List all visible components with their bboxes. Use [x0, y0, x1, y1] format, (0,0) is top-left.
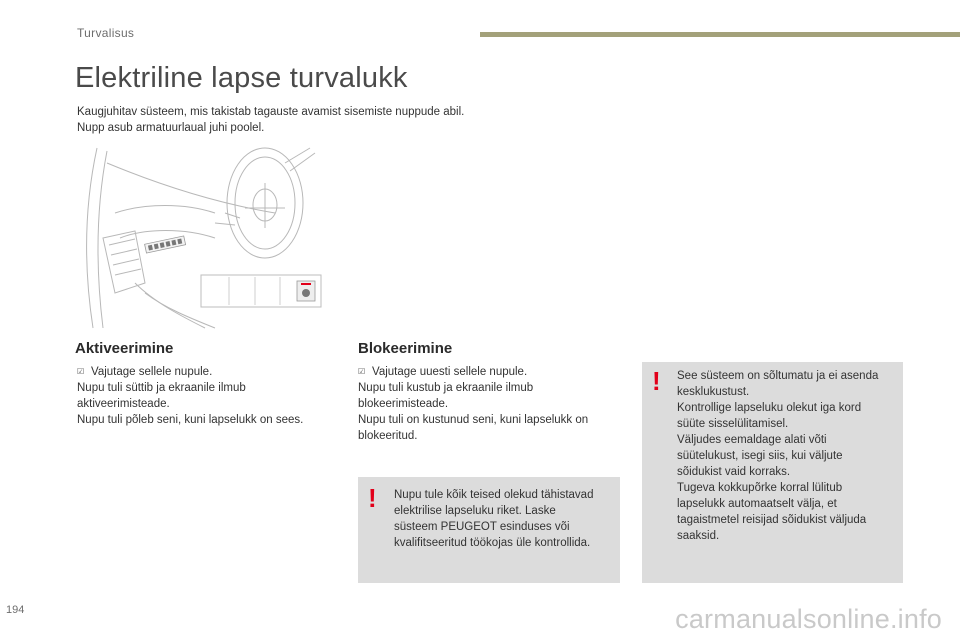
warning-right-line: kesklukustust.	[677, 386, 750, 398]
deactivation-body	[358, 364, 620, 444]
warning-right-line: See süsteem on sõltumatu ja ei asenda	[677, 370, 879, 382]
bullet-icon: ☑	[358, 367, 366, 376]
warning-center-text	[394, 487, 616, 551]
intro-line: Kaugjuhitav süsteem, mis takistab tagauste avamist sisemiste nuppude abil.	[77, 106, 465, 118]
bullet-icon: ☑	[77, 367, 85, 376]
warning-right-line: süüte sisselülitamisel.	[677, 418, 789, 430]
warning-right-line: lapselukk automaatselt välja, et	[677, 498, 837, 510]
deactivation-bullet	[358, 364, 620, 380]
warning-center-line: süsteem PEUGEOT esinduses või	[394, 521, 570, 533]
button-panel-zoom	[201, 275, 321, 307]
warning-center-line: Nupu tule kõik teised olekud tähistavad	[394, 489, 594, 501]
warning-right-line: süütelukust, isegi siis, kui väljute	[677, 450, 843, 462]
deactivation-line: blokeerimisteade.	[358, 398, 449, 410]
warning-exclamation-icon: !	[368, 483, 377, 513]
page-title: Elektriline lapse turvalukk	[75, 62, 408, 94]
warning-center-line: elektrilise lapseluku riket. Laske	[394, 505, 556, 517]
deactivation-line: Nupu tuli on kustunud seni, kuni lapselukk on	[358, 414, 589, 426]
section-label: Turvalisus	[77, 26, 135, 40]
activation-bullet-text: Vajutage sellele nupule.	[91, 366, 213, 378]
intro-line: Nupp asub armatuurlaual juhi poolel.	[77, 122, 265, 134]
warning-right-line: Tugeva kokkupõrke korral lülitub	[677, 482, 843, 494]
warning-right-line: saaksid.	[677, 530, 720, 542]
page-number: 194	[6, 604, 25, 616]
activation-bullet	[77, 364, 337, 380]
deactivation-line: Nupu tuli kustub ja ekraanile ilmub	[358, 382, 534, 394]
header-bar	[480, 32, 960, 37]
warning-right-text	[677, 368, 899, 544]
warning-right-line: tagaistmetel reisijad sõidukist väljuda	[677, 514, 867, 526]
deactivation-line: blokeeritud.	[358, 430, 418, 442]
warning-right-line: Kontrollige lapseluku olekut iga kord	[677, 402, 862, 414]
warning-center-line: kvalifitseeritud töökojas üle kontrollida.	[394, 537, 591, 549]
activation-line: aktiveerimisteade.	[77, 398, 170, 410]
activation-line: Nupu tuli põleb seni, kuni lapselukk on sees.	[77, 414, 304, 426]
dashboard-illustration	[75, 143, 335, 331]
warning-right-line: Väljudes eemaldage alati võti	[677, 434, 827, 446]
deactivation-heading: Blokeerimine	[358, 340, 453, 357]
warning-box-center	[358, 477, 620, 583]
deactivation-bullet-text: Vajutage uuesti sellele nupule.	[372, 366, 528, 378]
activation-heading: Aktiveerimine	[75, 340, 174, 357]
watermark: carmanualsonline.info	[675, 604, 942, 634]
warning-right-line: sõidukist vaid korraks.	[677, 466, 791, 478]
intro-text	[77, 104, 597, 136]
activation-line: Nupu tuli süttib ja ekraanile ilmub	[77, 382, 246, 394]
warning-exclamation-icon: !	[652, 366, 661, 396]
warning-box-right	[642, 362, 903, 583]
activation-body	[77, 364, 337, 428]
